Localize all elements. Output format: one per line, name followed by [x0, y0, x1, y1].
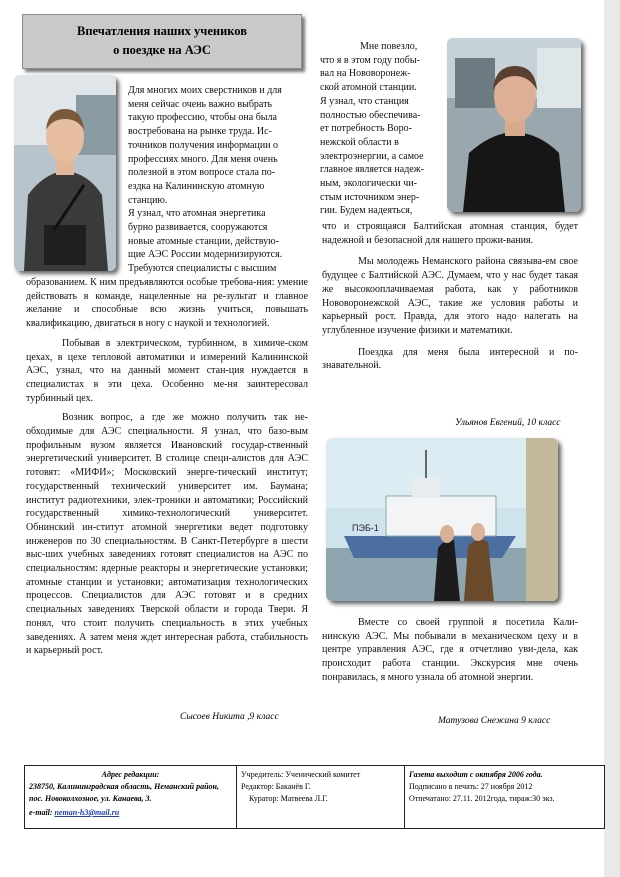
paragraph: Поездка для меня была интересной и по-знавательной.	[322, 346, 578, 372]
text-line: Для многих моих сверстников и для	[128, 85, 282, 96]
left-intro-text	[128, 84, 308, 276]
signature-snezhana: Матузова Снежана 9 класс	[438, 716, 551, 726]
text-line: гии. Будем надеяться,	[320, 205, 413, 217]
headline-line2: о поездке на АЭС	[113, 43, 211, 57]
paragraph: Мы молодежь Неманского района связыва-ем свое будущее с Балтийской АЭС. Думаем, что у нас будет такая же высокооплачиваемая работа, как у работников Нововоронежской АЭС, такие же условия работы и карьерный рост. Правда, для этого надо налегать на углубленное изучение физики и математики.	[322, 256, 578, 336]
text-line: профессиях много. Для меня очень	[128, 153, 278, 165]
text-line: полезной в этом вопросе стала по-	[128, 167, 276, 179]
text-line: щие АЭС России модернизируются.	[128, 249, 283, 261]
paragraph: Побывав в электрическом, турбинном, в химиче-ском цехах, в цехе тепловой автоматики и измерений Калининской АЭС, узнал, что на данный момент стан-ция нуждается в специалистах в эти цеха. Особенно ме-ня заинтересовал турбинный цех.	[26, 337, 308, 404]
paragraph: Возник вопрос, а где же можно получить так не-обходимые для АЭС специальности. Я узнал, что базо-вым профильным вузом является Ивановский государ-ственный энергетический университет. В столице специ-алистов для АЭС готовят: «МИФИ»; Московский энерге-тический институт; государственный технический университет им. Баумана; институт радиотехники, элек-троники и автоматики; Российский государственный химико-технологический университет. Обнинский ин-ститут атомной энергетики ведет подготовку инженеров по 30 специальностям. В Санкт-Петербурге в шести выс-ших учебных заведениях готовят специалистов на АЭС по специальностям: ядерные реакторы и энергетические установки; атомные станции и установки; автоматизация технологических процессов. Специалистов для АЭС готовят и в средних специальных заведениях Тверской области и города Твери. Я понял, что стоит получить специальность в этих учебных заведениях. А затем меня ждет интересная работа, стабильность и карьерный рост.	[26, 412, 308, 657]
signature-evgeny: Ульянов Евгений, 10 класс	[455, 418, 561, 428]
text-line: востребована на рынке труда. Ис-	[128, 126, 272, 138]
text-line: станцию.	[128, 194, 168, 206]
photo-ship-model	[326, 438, 558, 601]
text-line: Мне повезло,	[360, 41, 418, 52]
text-line: ным, экологически чи-	[320, 178, 417, 190]
right-body-text	[322, 220, 578, 373]
signed-text: Подписано в печать: 27 ноября 2012	[409, 782, 533, 791]
footer-staff	[237, 766, 405, 828]
founder-text: Учредитель: Ученический комитет	[241, 770, 361, 779]
text-line: Я узнал, что атомная энергетика	[128, 208, 266, 220]
headline-line1: Впечатления наших учеников	[77, 24, 247, 38]
text-line: стым источником энер-	[320, 191, 420, 203]
text-line: ездка на Калининскую атомную	[128, 180, 265, 192]
text-line: ет потребность Воро-	[320, 123, 413, 135]
footer-print-info	[405, 766, 604, 828]
paragraph: образованием. К ним предъявляются особые требова-ния: умение действовать в команде, нацеленные на ре-зультат и главное желание и способные всю жизнь учиться, повышать квалификацию, двигаться в ногу с наукой и технологией.	[26, 277, 308, 330]
paragraph: Вместе со своей группой я посетила Кали-нинскую АЭС. Мы побывали в механическом цеху и в центре управления АЭС, где я отчетливо уви-дела, как происходит работа станции. Экскурсия мне очень понравилась, я много узнала об атомной энергии.	[322, 617, 578, 683]
photo-student-evgeny	[447, 38, 581, 212]
left-body-text	[26, 276, 308, 658]
text-line: полностью обеспечива-	[320, 109, 421, 121]
text-line: бурно развивается, сооружаются	[128, 222, 268, 234]
imprint-footer	[24, 765, 605, 829]
email-link[interactable]: neman-h3@mail.ru	[54, 808, 120, 817]
ship-label: ПЭБ-1	[352, 523, 379, 533]
right-intro-text	[320, 40, 442, 218]
email-label: e-mail:	[29, 808, 55, 817]
address-title: Адрес редакции:	[101, 770, 160, 779]
text-line: главное является надеж-	[320, 164, 424, 176]
text-line: такую профессию, чтобы она была	[128, 112, 277, 124]
text-line: меня сейчас очень важно выбрать	[128, 98, 273, 110]
text-line: ской атомной станции.	[320, 82, 417, 94]
text-line: что я в этом году побы-	[320, 54, 420, 66]
printed-text: Отпечатано: 27.11. 2012года, тираж:30 экз.	[409, 794, 555, 803]
text-line: новые атомные станции, действую-	[128, 235, 279, 247]
footer-address	[25, 766, 237, 828]
photo-student-nikita	[14, 75, 116, 271]
paragraph: что и строящаяся Балтийская атомная станция, будет надежной и безопасной для нашего прожи-вания.	[322, 221, 578, 246]
text-line: Я узнал, что станция	[320, 95, 409, 107]
since-text: Газета выходит с октября 2006 года.	[409, 770, 543, 779]
email-line	[29, 807, 232, 819]
text-line: Требуются специалисты с высшим	[128, 263, 277, 275]
text-line: нежской области в	[320, 136, 399, 148]
editor-text: Редактор: Баканёв Г.	[241, 782, 311, 791]
address-text: 238750, Калининградская область, Неманский район, пос. Новоколхозное, ул. Канаева, 3.	[29, 782, 219, 803]
signature-nikita: Сысоев Никита ,9 класс	[180, 712, 279, 722]
text-line: точников получения информации о	[128, 139, 279, 151]
text-line: электроэнергии, а самое	[320, 150, 424, 162]
headline-box	[22, 14, 302, 69]
curator-text: Куратор: Матвеева Л.Г.	[249, 794, 328, 803]
text-line: вал на Нововоронеж-	[320, 68, 411, 80]
right-bottom-text	[322, 616, 578, 685]
